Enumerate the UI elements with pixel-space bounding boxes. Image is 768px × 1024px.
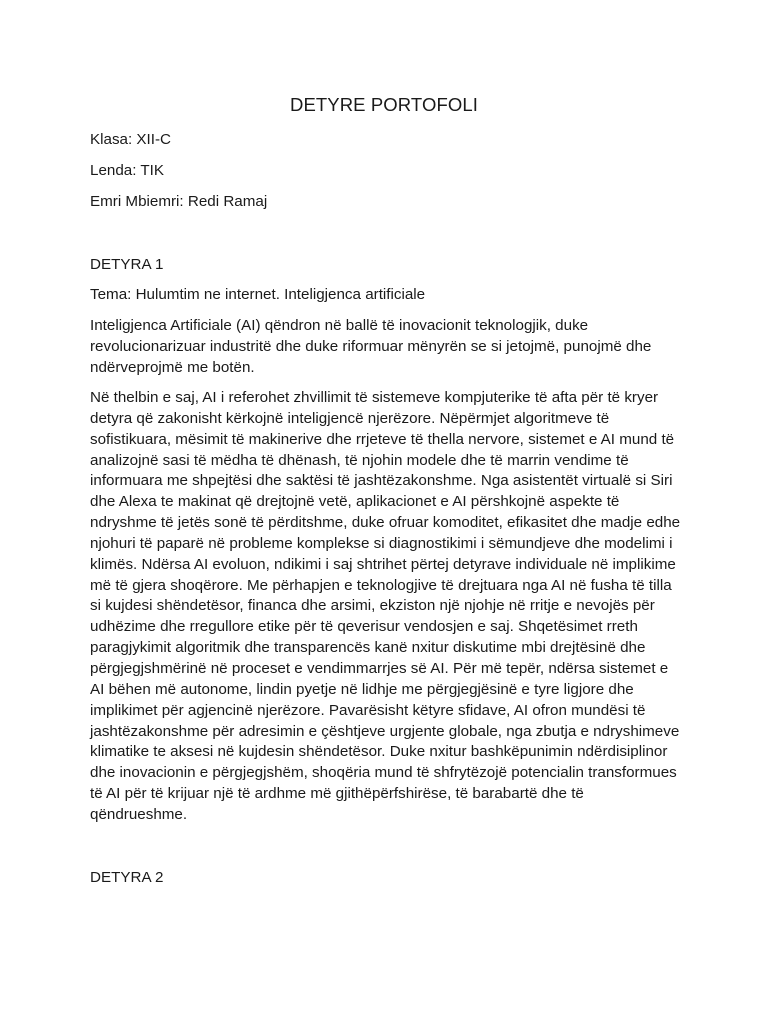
paragraph-line: paragjykimit algoritmik dhe transparencës kanë nxitur diskutime mbi drejtësinë dhe	[90, 639, 646, 657]
paragraph-line: dhe Alexa te makinat që drejtojnë vetë, aplikacionet e AI përshkojnë aspekte të	[90, 493, 620, 511]
paragraph-line: klimatike te aksesi në kujdesin shëndetësor. Duke nxitur bashkëpunimin ndërdisiplinor	[90, 743, 668, 761]
paragraph-line: AI bëhen më autonome, lindin pyetje në lidhje me përgjegjësinë e tyre ligjore dhe	[90, 680, 634, 698]
topic-line: Tema: Hulumtim ne internet. Inteligjenca artificiale	[90, 286, 426, 303]
paragraph-line: Në thelbin e saj, AI i referohet zhvillimit të sistemeve kompjuterike të afta për të kryer	[90, 389, 659, 406]
paragraph-line: njohuri të paparë në probleme komplekse si diagnostikimi i sëmundjeve dhe modelimi i	[90, 534, 673, 552]
paragraph-line: klimës. Ndërsa AI evoluon, ndikimi i saj shtrihet përtej detyrave individuale në implikime	[90, 555, 676, 573]
student-name-line: Emri Mbiemri: Redi Ramaj	[90, 193, 268, 210]
paragraph-line: detyra që zakonisht kërkojnë inteligjencë njerëzore. Nëpërmjet algoritmeve të	[90, 409, 610, 427]
document-title: DETYRE PORTOFOLI	[289, 94, 478, 115]
paragraph-line: informuara me shpejtësi dhe saktësi të jashtëzakonshme. Nga asistentët virtualë si Siri	[90, 472, 673, 490]
paragraph-line: dhe inovacionin e përgjegjshëm, shoqëria mund të shfrytëzojë potencialin transformues	[90, 764, 677, 782]
paragraph-line: ndryshme të jetës sonë të përditshme, duke ofruar komoditet, efikasitet dhe madje edhe	[90, 514, 681, 532]
paragraph-line: ndërveprojmë me botën.	[90, 358, 255, 376]
paragraph-line: të AI për të krijuar një të ardhme më gjithëpërfshirëse, të barabartë dhe të	[90, 785, 584, 803]
paragraph-line: sofistikuara, mësimit të makinerive dhe rrjeteve të thella nervore, sistemet e AI mund të	[90, 430, 675, 448]
paragraph-line: përgjegjshmërinë në proceset e vendimmarrjes së AI. Për më tepër, ndërsa sistemet e	[90, 659, 669, 677]
paragraph-line: qëndrueshme.	[90, 805, 188, 823]
main-paragraph	[90, 388, 690, 826]
paragraph-line: udhëzime dhe rregullore etike për të qeverisur vendosjen e saj. Shqetësimet rreth	[90, 618, 638, 636]
paragraph-line: më të gjera shoqërore. Me përhapjen e teknologjive të drejtuara nga AI në fusha të tilla	[90, 576, 672, 594]
class-line: Klasa: XII-C	[90, 131, 172, 148]
paragraph-line: revolucionarizuar industritë dhe duke riformuar mënyrën se si jetojmë, punojmë dhe	[90, 337, 652, 355]
intro-paragraph	[90, 316, 690, 379]
paragraph-line: si kujdesi shëndetësor, financa dhe arsimi, ekziston një njohje në rritje e nevojës për	[90, 597, 655, 615]
paragraph-line: Inteligjenca Artificiale (AI) qëndron në ballë të inovacionit teknologjik, duke	[90, 317, 589, 334]
paragraph-line: analizojnë sasi të mëdha të dhënash, të njohin modele dhe të marrin vendime të	[90, 451, 629, 469]
task-1-heading: DETYRA 1	[90, 256, 164, 273]
paragraph-line: jashtëzakonshme për adresimin e çështjeve urgjente globale, nga zbutja e ndryshimeve	[90, 722, 680, 740]
subject-line: Lenda: TIK	[90, 162, 165, 179]
paragraph-line: implikimet për agjencinë njerëzore. Pavarësisht këtyre sfidave, AI ofron mundësi të	[90, 701, 646, 719]
task-2-heading: DETYRA 2	[90, 869, 164, 886]
